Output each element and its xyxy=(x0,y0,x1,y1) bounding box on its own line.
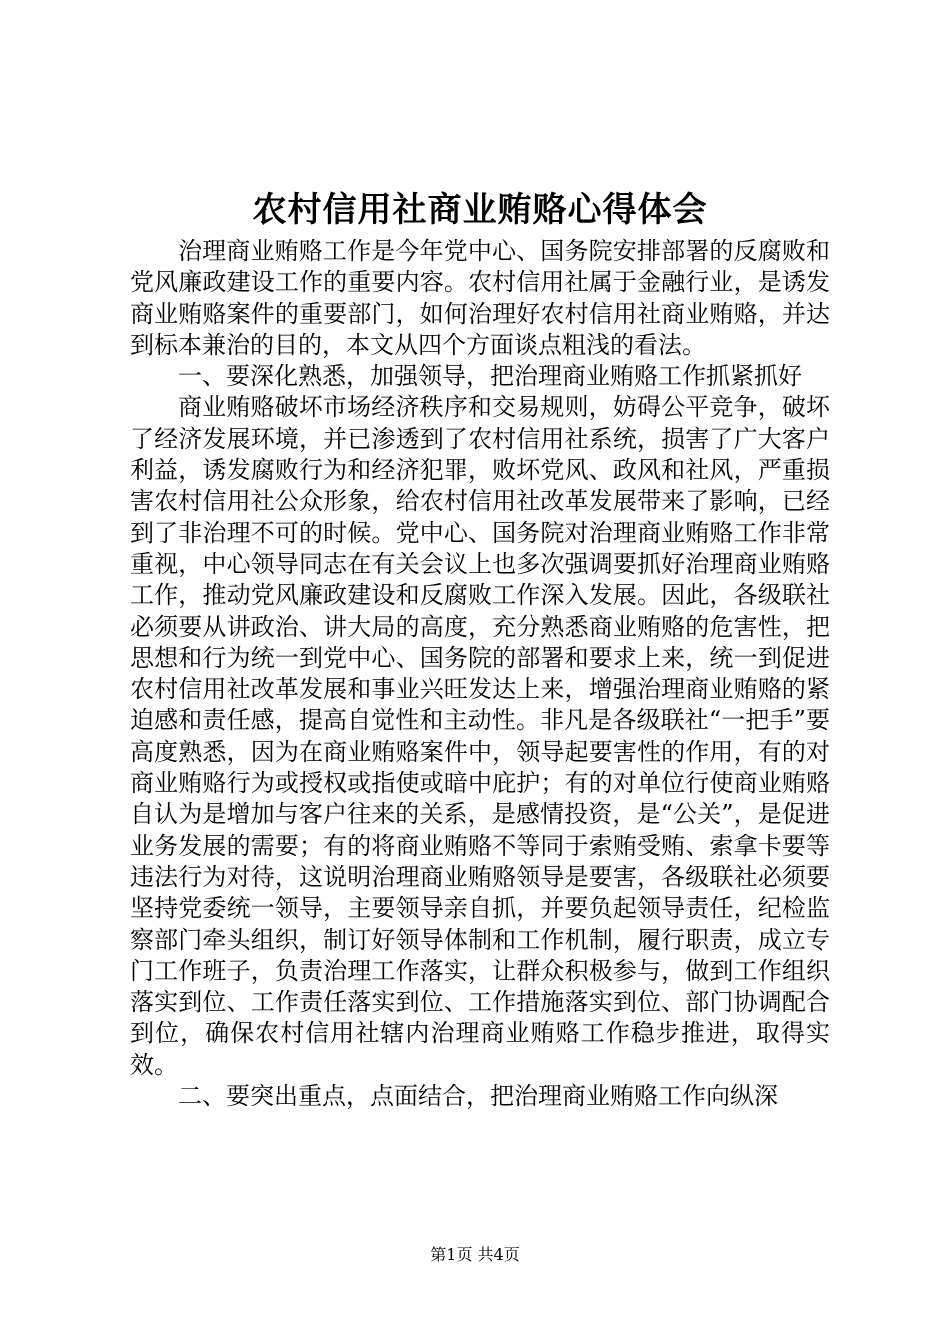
section-heading-2: 二、要突出重点，点面结合，把治理商业贿赂工作向纵深 xyxy=(178,1082,778,1111)
paragraph-section-1: 商业贿赂破坏市场经济秩序和交易规则，妨碍公平竞争，破坏了经济发展环境，并已渗透到了农村信用社系统，损害了广大客户利益，诱发腐败行为和经济犯罪，败坏党风、政风和社风，严重损害农村信用社公众形象，给农村信用社改革发展带来了影响，已经到了非治理不可的时候。党中心、国务院对治理商业贿赂工作非常重视，中心领导同志在有关会议上也多次强调要抓好治理商业贿赂工作，推动党风廉政建设和反腐败工作深入发展。因此，各级联社必须要从讲政治、讲大局的高度，充分熟悉商业贿赂的危害性，把思想和行为统一到党中心、国务院的部署和要求上来，统一到促进农村信用社改革发展和事业兴旺发达上来，增强治理商业贿赂的紧迫感和责任感，提高自觉性和主动性。非凡是各级联社“一把手”要高度熟悉，因为在商业贿赂案件中，领导起要害性的作用，有的对商业贿赂行为或授权或指使或暗中庇护；有的对单位行使商业贿赂自认为是增加与客户往来的关系，是感情投资，是“公关”，是促进业务发展的需要；有的将商业贿赂不等同于索贿受贿、索拿卡要等违法行为对待，这说明治理商业贿赂领导是要害，各级联社必须要坚持党委统一领导，主要领导亲自抓，并要负起领导责任，纪检监察部门牵头组织，制订好领导体制和工作机制，履行职责，成立专门工作班子，负责治理工作落实，让群众积极参与，做到工作组织落实到位、工作责任落实到位、工作措施落实到位、部门协调配合到位，确保农村信用社辖内治理商业贿赂工作稳步推进，取得实效。 xyxy=(130,393,830,1079)
section-heading-1: 一、要深化熟悉，加强领导，把治理商业贿赂工作抓紧抓好 xyxy=(178,362,802,391)
document-title: 农村信用社商业贿赂心得体会 xyxy=(252,190,708,230)
document-body xyxy=(130,236,830,1112)
page-number-footer: 第1页 共4页 xyxy=(430,1245,520,1264)
paragraph-intro: 治理商业贿赂工作是今年党中心、国务院安排部署的反腐败和党风廉政建设工作的重要内容。农村信用社属于金融行业，是诱发商业贿赂案件的重要部门，如何治理好农村信用社商业贿赂，并达到标本兼治的目的，本文从四个方面谈点粗浅的看法。 xyxy=(130,237,830,359)
